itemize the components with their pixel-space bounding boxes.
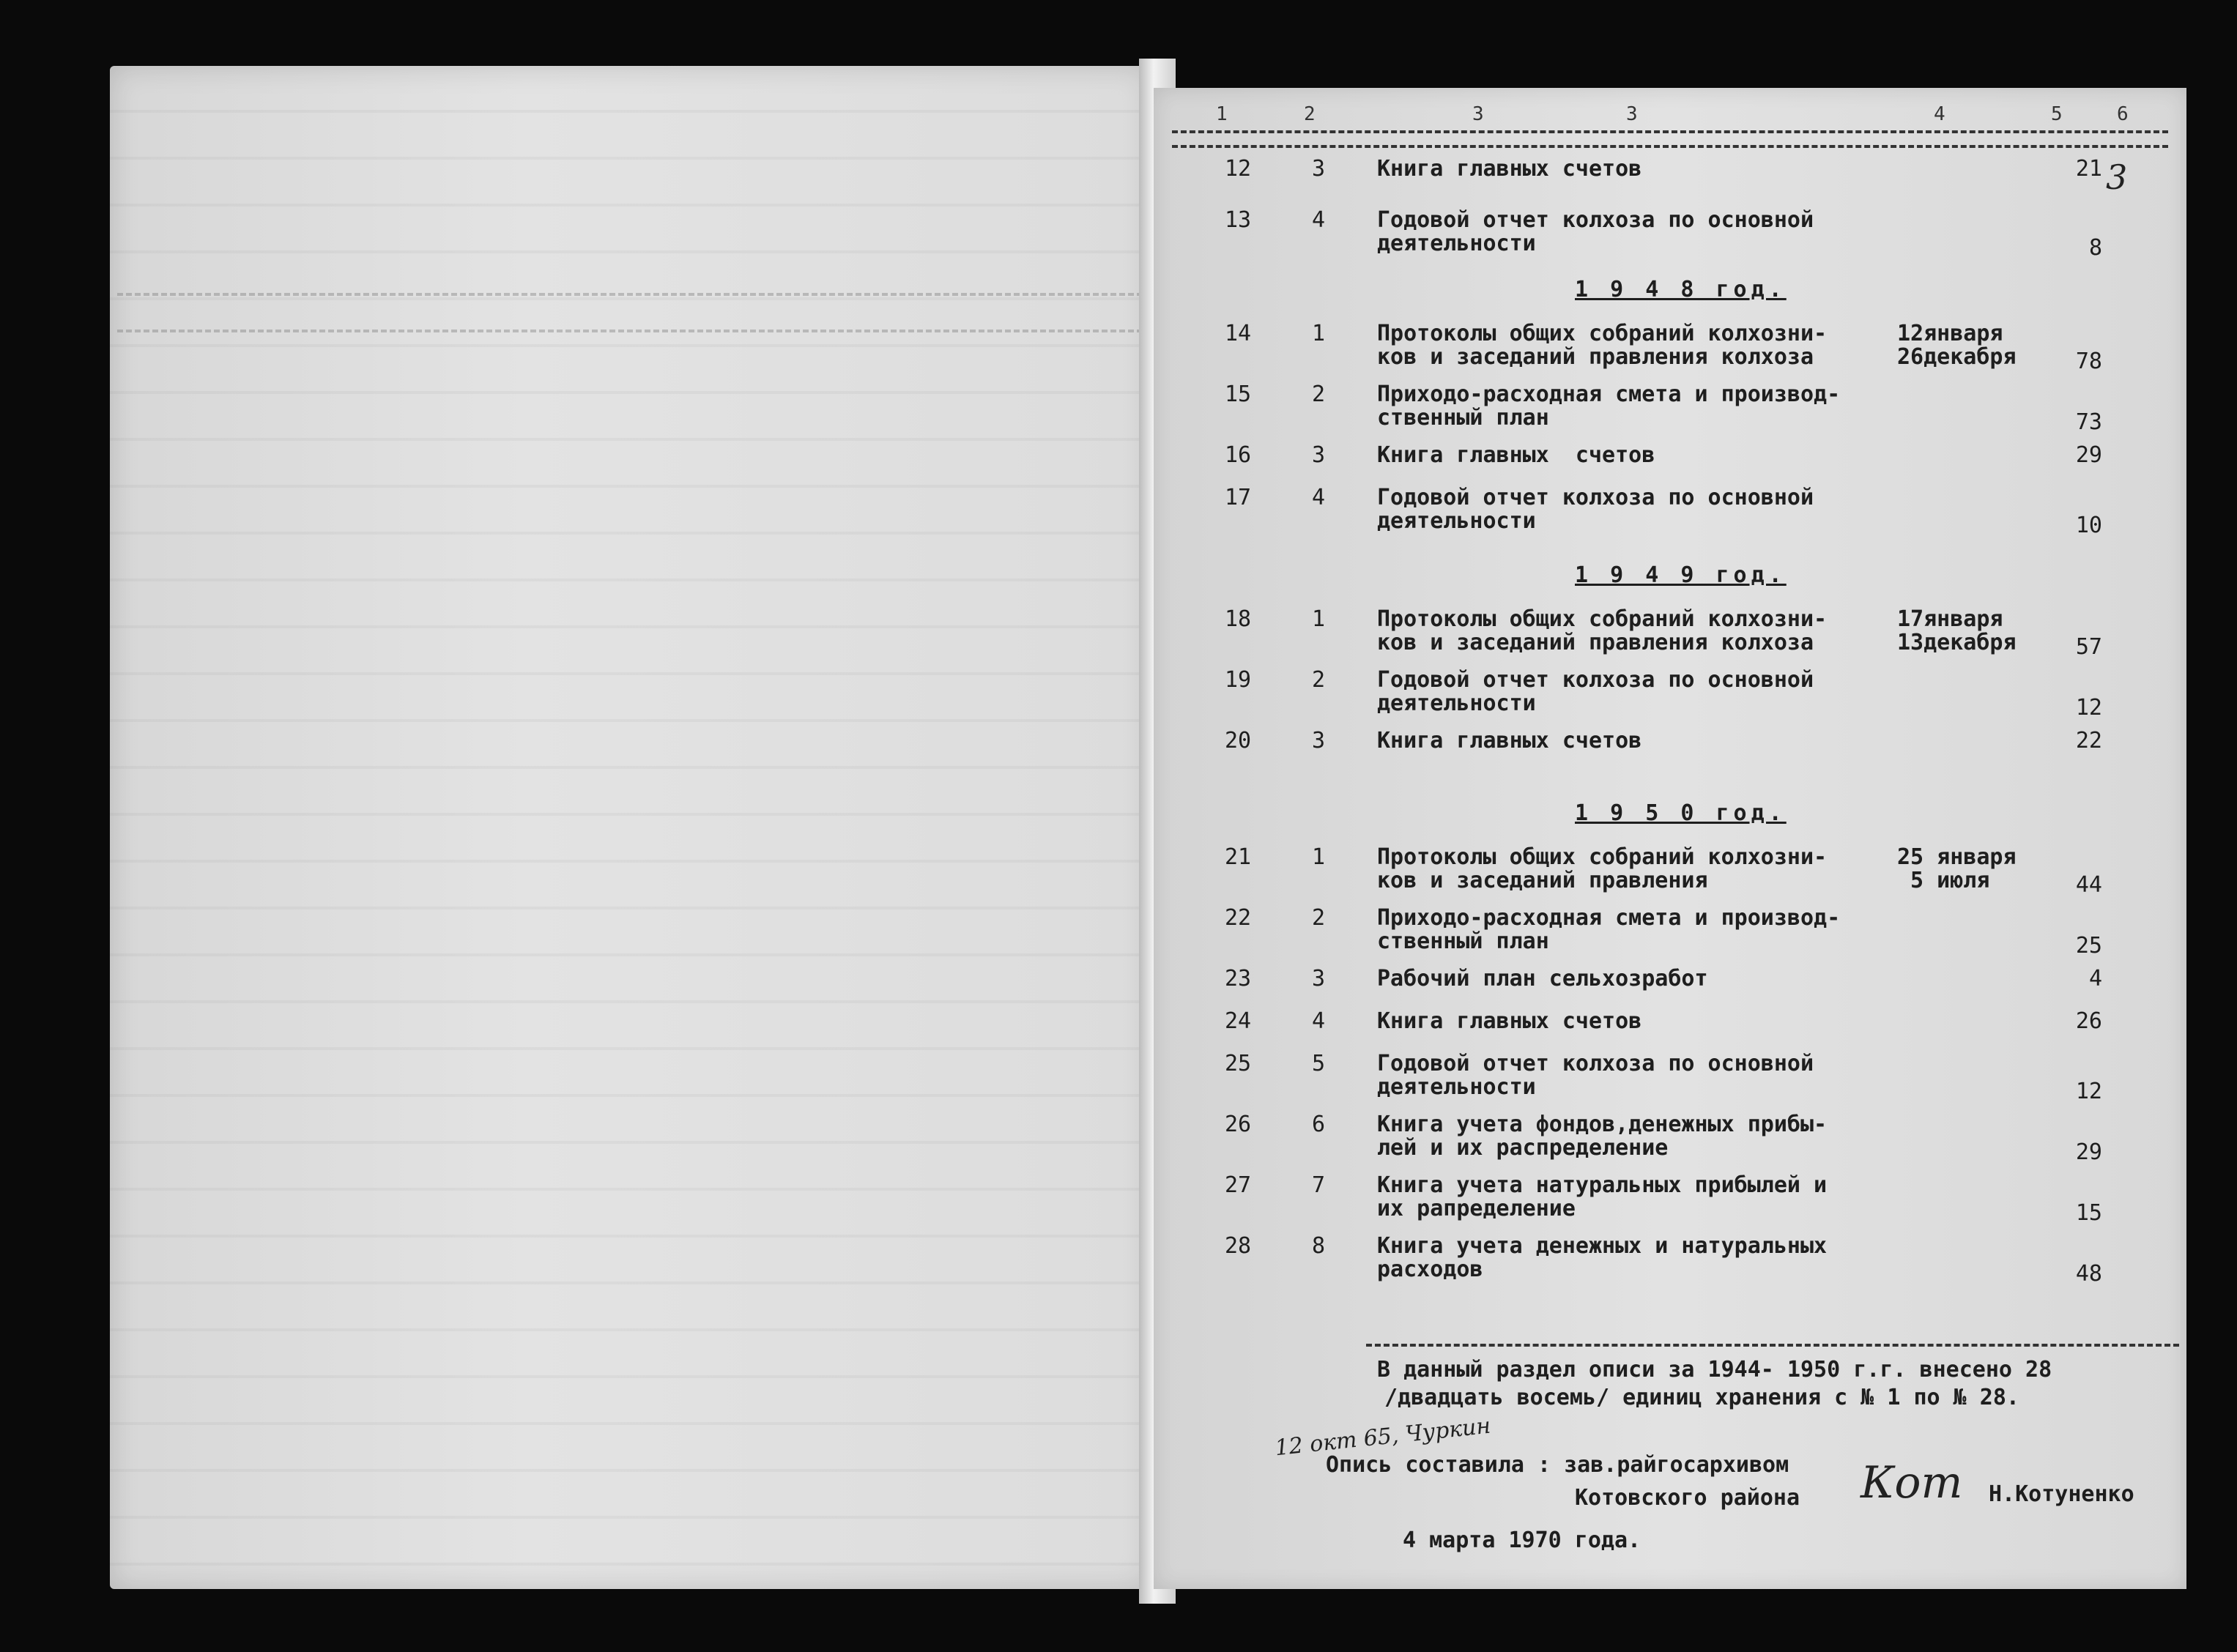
row-serial: 19 [1224, 667, 1252, 693]
row-sheet-count: 22 [2075, 728, 2102, 754]
row-title: Книга главных счетов [1377, 156, 1642, 182]
row-serial: 24 [1224, 1008, 1252, 1034]
row-title: Приходо-расходная смета и производ- ственный план [1377, 905, 1841, 954]
header-top-rule [1172, 130, 2168, 133]
row-sheet-count: 78 [2075, 349, 2102, 374]
row-sheet-count: 8 [2088, 235, 2102, 261]
row-sheet-count: 21 [2075, 156, 2102, 182]
row-title: Приходо-расходная смета и производ- ственный план [1377, 382, 1841, 431]
column-number: 6 [2117, 103, 2129, 125]
compiled-by-district: Котовского района [1575, 1485, 1800, 1511]
ghost-rule-2 [117, 330, 1143, 332]
row-serial: 25 [1224, 1051, 1252, 1076]
row-section-number: 2 [1311, 667, 1326, 693]
row-serial: 18 [1224, 606, 1252, 632]
row-section-number: 4 [1311, 207, 1326, 233]
row-section-number: 1 [1311, 606, 1326, 632]
row-sheet-count: 12 [2075, 1079, 2102, 1104]
row-title: Книга главных счетов [1377, 442, 1655, 468]
row-serial: 20 [1224, 728, 1252, 754]
row-sheet-count: 29 [2075, 442, 2102, 468]
row-sheet-count: 29 [2075, 1139, 2102, 1165]
row-title: Книга главных счетов [1377, 728, 1642, 754]
row-sheet-count: 48 [2075, 1261, 2102, 1287]
row-title: Годовой отчет колхоза по основной деятельности [1377, 1051, 1814, 1100]
row-section-number: 6 [1311, 1112, 1326, 1137]
summary-line-2: /двадцать восемь/ единиц хранения с № 1 по № 28. [1384, 1385, 2019, 1410]
page-number: 3 [2106, 157, 2128, 197]
row-section-number: 1 [1311, 321, 1326, 346]
row-serial: 22 [1224, 905, 1252, 931]
row-section-number: 3 [1311, 442, 1326, 468]
row-serial: 27 [1224, 1172, 1252, 1198]
row-dates: 12января 26декабря [1897, 321, 2017, 370]
row-sheet-count: 44 [2075, 872, 2102, 898]
row-serial: 21 [1224, 844, 1252, 870]
row-sheet-count: 57 [2075, 634, 2102, 660]
row-title: Годовой отчет колхоза по основной деятельности [1377, 667, 1814, 716]
column-number: 4 [1934, 103, 1945, 125]
row-title: Протоколы общих собраний колхозни- ков и заседаний правления колхоза [1377, 606, 1828, 655]
row-serial: 23 [1224, 966, 1252, 991]
row-section-number: 3 [1311, 156, 1326, 182]
column-number: 3 [1472, 103, 1484, 125]
row-section-number: 2 [1311, 382, 1326, 407]
row-sheet-count: 4 [2088, 966, 2102, 991]
row-title: Книга учета фондов,денежных прибы- лей и их распределение [1377, 1112, 1828, 1161]
header-bottom-rule [1172, 145, 2168, 148]
row-section-number: 4 [1311, 485, 1326, 510]
row-title: Книга учета натуральных прибылей и их рапределение [1377, 1172, 1828, 1221]
year-heading: 1 9 4 8 год. [1575, 277, 1787, 302]
year-heading: 1 9 4 9 год. [1575, 562, 1787, 588]
column-number: 5 [2051, 103, 2063, 125]
row-section-number: 7 [1311, 1172, 1326, 1198]
left-page-backside [110, 66, 1150, 1589]
row-sheet-count: 26 [2075, 1008, 2102, 1034]
row-sheet-count: 73 [2075, 409, 2102, 435]
row-dates: 25 января 5 июля [1897, 844, 2017, 893]
signer-name: Н.Котуненко [1989, 1481, 2134, 1507]
row-serial: 26 [1224, 1112, 1252, 1137]
row-section-number: 3 [1311, 966, 1326, 991]
row-serial: 13 [1224, 207, 1252, 233]
row-serial: 28 [1224, 1233, 1252, 1259]
year-heading: 1 9 5 0 год. [1575, 800, 1787, 826]
row-title: Протоколы общих собраний колхозни- ков и заседаний правления [1377, 844, 1828, 893]
row-section-number: 8 [1311, 1233, 1326, 1259]
row-sheet-count: 15 [2075, 1200, 2102, 1226]
row-section-number: 1 [1311, 844, 1326, 870]
ghost-rule-1 [117, 293, 1143, 296]
handwritten-note: 12 окт 65, Чуркин [1273, 1413, 1492, 1462]
row-sheet-count: 12 [2075, 695, 2102, 721]
column-number: 3 [1626, 103, 1638, 125]
row-title: Книга главных счетов [1377, 1008, 1642, 1034]
row-serial: 12 [1224, 156, 1252, 182]
row-title: Годовой отчет колхоза по основной деятельности [1377, 207, 1814, 256]
row-title: Протоколы общих собраний колхозни- ков и заседаний правления колхоза [1377, 321, 1828, 370]
row-title: Рабочий план сельхозработ [1377, 966, 1708, 991]
row-title: Годовой отчет колхоза по основной деятельности [1377, 485, 1814, 534]
footer-rule [1366, 1344, 2179, 1347]
column-number: 2 [1304, 103, 1316, 125]
summary-line-1: В данный раздел описи за 1944- 1950 г.г. внесено 28 [1377, 1357, 2052, 1383]
row-sheet-count: 10 [2075, 513, 2102, 538]
row-serial: 14 [1224, 321, 1252, 346]
row-section-number: 3 [1311, 728, 1326, 754]
compiled-by-label: Опись составила : зав.райгосархивом [1326, 1452, 1789, 1478]
row-sheet-count: 25 [2075, 933, 2102, 959]
row-serial: 16 [1224, 442, 1252, 468]
document-date: 4 марта 1970 года. [1403, 1528, 1641, 1553]
row-title: Книга учета денежных и натуральных расходов [1377, 1233, 1828, 1282]
row-section-number: 2 [1311, 905, 1326, 931]
row-section-number: 4 [1311, 1008, 1326, 1034]
row-serial: 15 [1224, 382, 1252, 407]
row-serial: 17 [1224, 485, 1252, 510]
row-section-number: 5 [1311, 1051, 1326, 1076]
row-dates: 17января 13декабря [1897, 606, 2017, 655]
signature: Кот [1861, 1457, 1963, 1508]
column-number: 1 [1216, 103, 1228, 125]
